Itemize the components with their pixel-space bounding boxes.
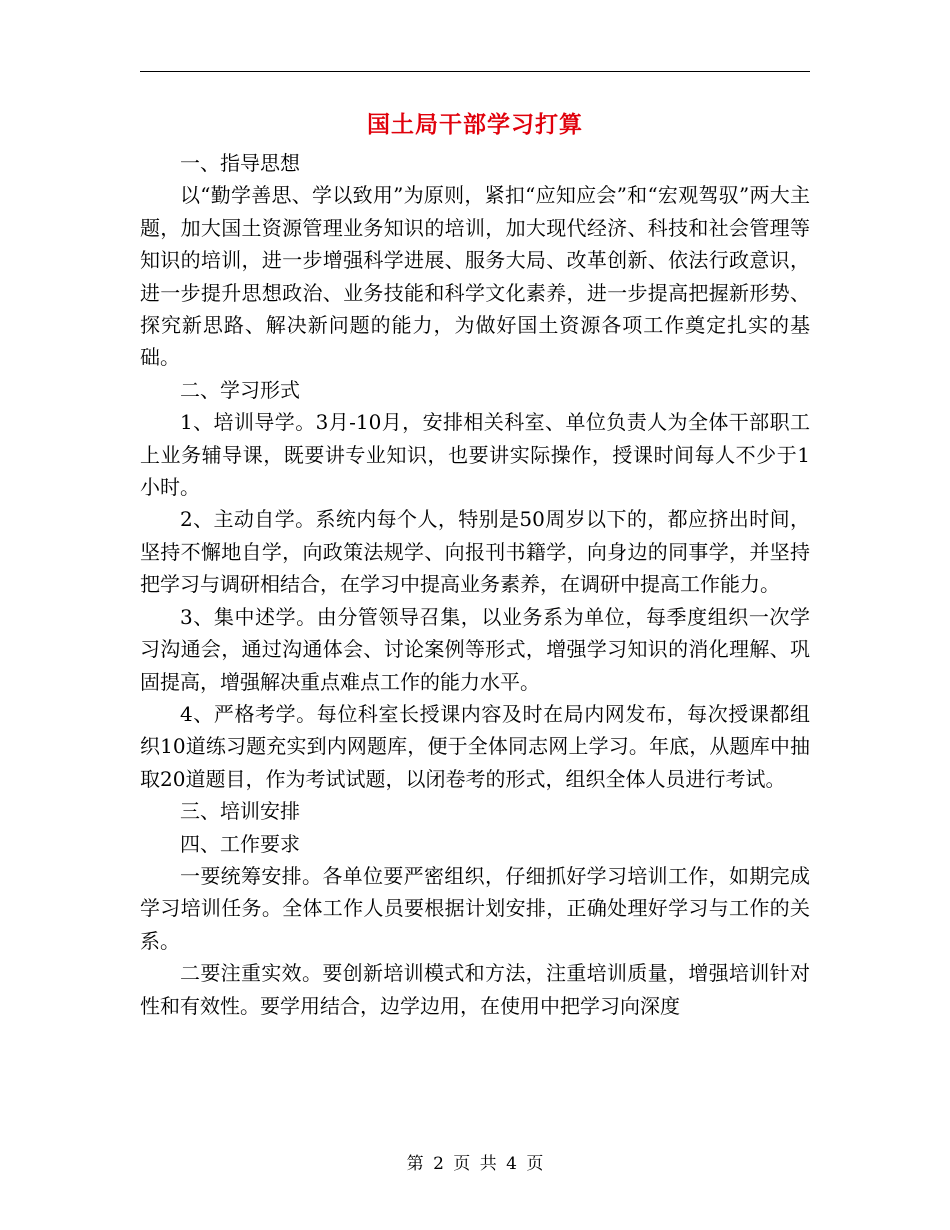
document-title: 国土局干部学习打算 [367, 111, 583, 138]
paragraph: 2、主动自学。系统内每个人，特别是50周岁以下的，都应挤出时间，坚持不懈地自学，向政策法规学、向报刊书籍学，向身边的同事学，并坚持把学习与调研相结合，在学习中提高业务素养，在调研中提高工作能力。 [140, 507, 810, 597]
paragraph: 一要统筹安排。各单位要严密组织，仔细抓好学习培训工作，如期完成学习培训任务。全体工作人员要根据计划安排，正确处理好学习与工作的关系。 [140, 863, 810, 953]
paragraph-heading-1: 一、指导思想 [180, 151, 300, 175]
paragraph-heading-3: 三、培训安排 [180, 799, 300, 824]
paragraph-heading-2: 二、学习形式 [180, 377, 300, 402]
paragraph: 4、严格考学。每位科室长授课内容及时在局内网发布，每次授课都组织10道练习题充实到内网题库，便于全体同志网上学习。年底，从题库中抽取20道题目，作为考试试题，以闭卷考的形式，组织全体人员进行考试。 [140, 701, 810, 791]
paragraph-heading-4: 四、工作要求 [180, 831, 300, 856]
paragraph: 3、集中述学。由分管领导召集，以业务系为单位，每季度组织一次学习沟通会，通过沟通体会、讨论案例等形式，增强学习知识的消化理解、巩固提高，增强解决重点难点工作的能力水平。 [140, 604, 810, 694]
header-rule [140, 71, 810, 72]
document-body [140, 147, 810, 1022]
paragraph: 二要注重实效。要创新培训模式和方法，注重培训质量，增强培训针对性和有效性。要学用结合，边学边用，在使用中把学习向深度 [140, 961, 810, 1018]
paragraph: 以“勤学善思、学以致用”为原则，紧扣“应知应会”和“宏观驾驭”两大主题，加大国土资源管理业务知识的培训，加大现代经济、科技和社会管理等知识的培训，进一步增强科学进展、服务大局、改革创新、依法行政意识，进一步提升思想政治、业务技能和科学文化素养，进一步提高把握新形势、探究新思路、解决新问题的能力，为做好国土资源各项工作奠定扎实的基础。 [140, 183, 810, 370]
paragraph: 1、培训导学。3月-10月，安排相关科室、单位负责人为全体干部职工上业务辅导课，既要讲专业知识，也要讲实际操作，授课时间每人不少于1小时。 [140, 410, 810, 500]
page-number: 第 2 页 共 4 页 [406, 1154, 544, 1174]
